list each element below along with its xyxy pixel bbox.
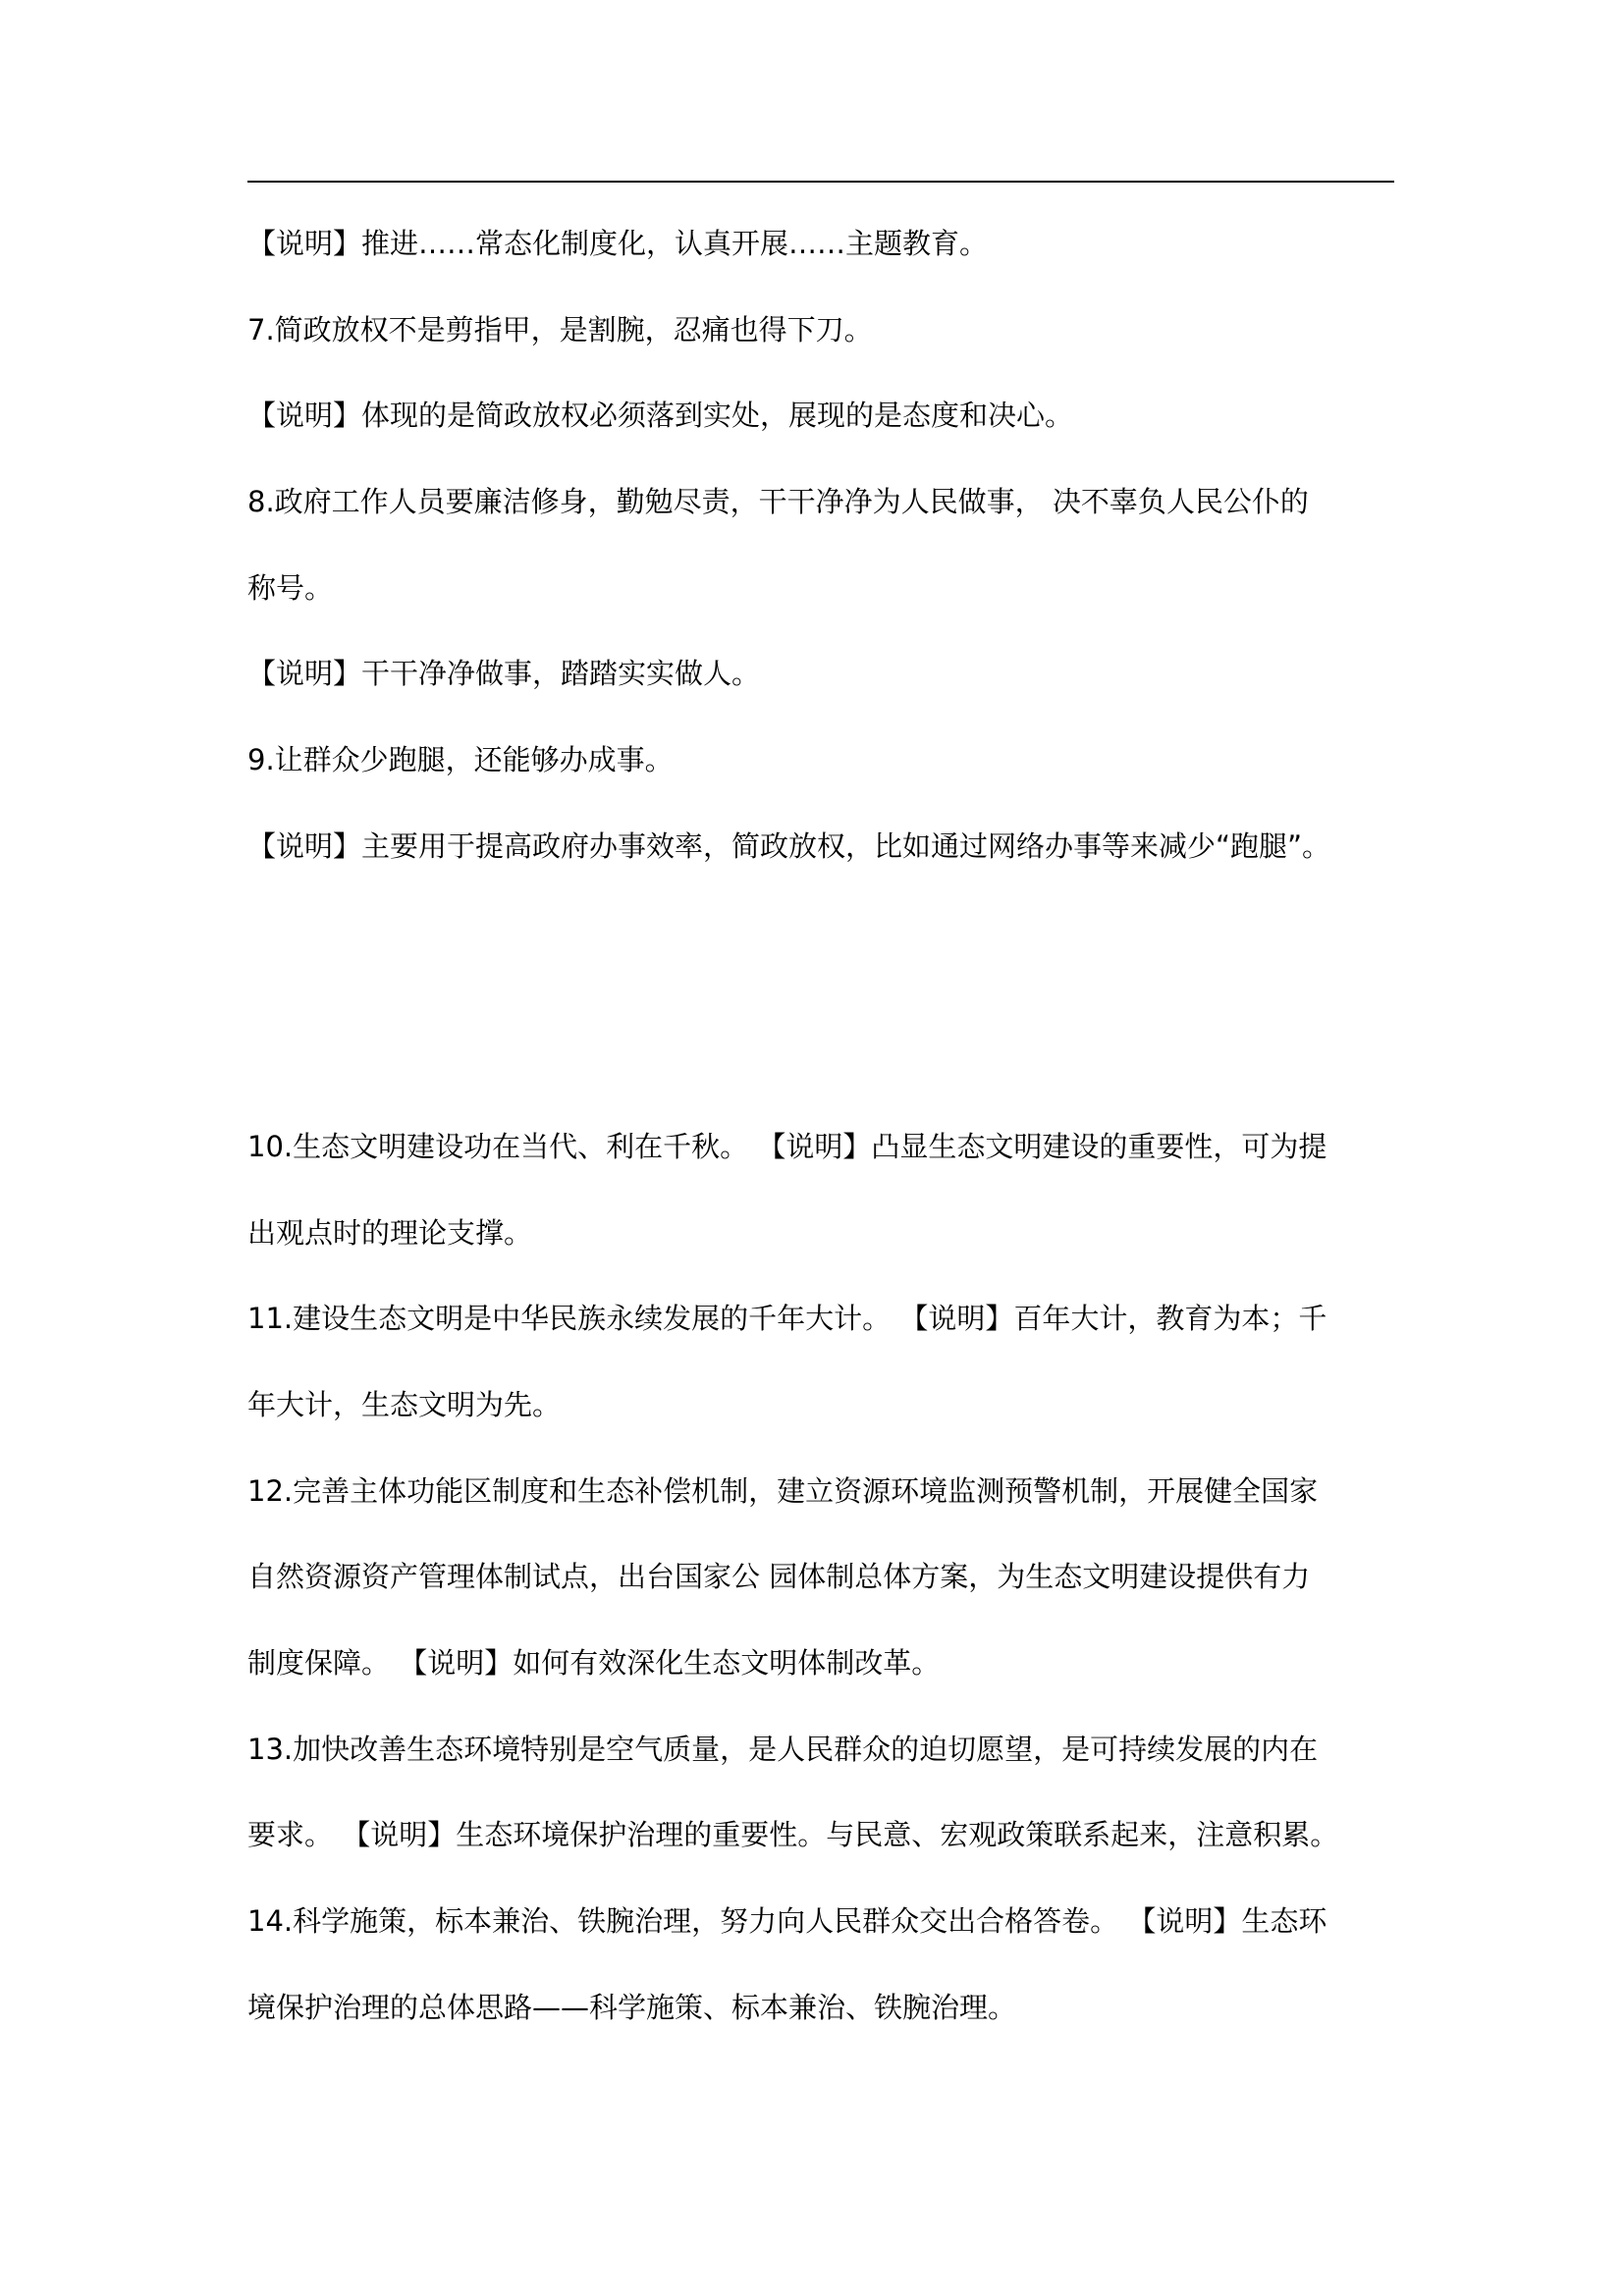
text-line: 制度保障。 【说明】如何有效深化生态文明体制改革。 xyxy=(247,1646,941,1680)
text-line: 9.让群众少跑腿，还能够办成事。 xyxy=(247,743,674,776)
text-line: 要求。 【说明】生态环境保护治理的重要性。与民意、宏观政策联系起来，注意积累。 xyxy=(247,1818,1339,1851)
text-line: 称号。 xyxy=(247,571,334,605)
text-line: 13.加快改善生态环境特别是空气质量，是人民群众的迫切愿望，是可持续发展的内在 xyxy=(247,1733,1319,1766)
text-line: 境保护治理的总体思路——科学施策、标本兼治、铁腕治理。 xyxy=(247,1991,1017,2024)
text-line: 11.建设生态文明是中华民族永续发展的千年大计。 【说明】百年大计，教育为本；千 xyxy=(247,1302,1327,1335)
text-line: 14.科学施策，标本兼治、铁腕治理，努力向人民群众交出合格答卷。 【说明】生态环 xyxy=(247,1904,1327,1938)
text-line: 出观点时的理论支撑。 xyxy=(247,1216,533,1250)
text-line: 年大计，生态文明为先。 xyxy=(247,1388,562,1421)
text-line: 12.完善主体功能区制度和生态补偿机制，建立资源环境监测预警机制，开展健全国家 xyxy=(247,1474,1319,1508)
text-line: 【说明】干干净净做事，踏踏实实做人。 xyxy=(247,657,761,690)
text-line: 8.政府工作人员要廉洁修身，勤勉尽责，干干净净为人民做事， 决不辜负人民公仆的 xyxy=(247,485,1309,518)
text-line: 自然资源资产管理体制试点，出台国家公 园体制总体方案，为生态文明建设提供有力 xyxy=(247,1560,1311,1593)
text-line: 10.生态文明建设功在当代、利在千秋。 【说明】凸显生态文明建设的重要性，可为提 xyxy=(247,1130,1327,1163)
text-line: 【说明】推进……常态化制度化，认真开展……主题教育。 xyxy=(247,227,989,260)
text-line: 【说明】体现的是简政放权必须落到实处，展现的是态度和决心。 xyxy=(247,399,1074,432)
text-line: 【说明】主要用于提高政府办事效率，简政放权，比如通过网络办事等来减少“跑腿”。 xyxy=(247,829,1331,863)
text-line: 7.简政放权不是剪指甲，是割腕，忍痛也得下刀。 xyxy=(247,313,873,347)
header-rule xyxy=(247,181,1394,183)
